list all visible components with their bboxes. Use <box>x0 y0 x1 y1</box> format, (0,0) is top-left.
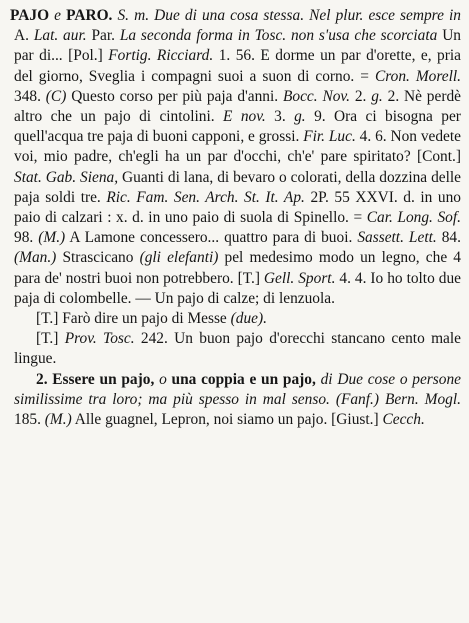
citation-abbrev: g. <box>371 87 383 105</box>
citation-abbrev: g. <box>294 108 306 126</box>
citation-source: Car. Long. Sof. <box>366 209 461 227</box>
citation-text: 1. 56. E dorme un par d'orette, e, pria del giorno, Sveglia i compagni suoi a suon di corno. = <box>14 47 461 85</box>
citation-text: XXVI. d. in uno paio di calzari : x. d. in uno paio di suola di Spinello. = <box>14 188 461 227</box>
citation-source: Gell. Sport. <box>263 269 336 287</box>
citation-text: Strascicano <box>62 249 134 267</box>
citation-source: Cecch. <box>382 411 425 429</box>
headword: PAJO <box>10 7 50 24</box>
sense-heading: 2. Essere un pajo, <box>36 370 155 388</box>
citation-source: Sassett. Lett. <box>357 229 437 247</box>
citation-number: 2. <box>354 87 367 105</box>
citation-source: E nov. <box>223 108 266 126</box>
citation-number: 2P. 55 <box>310 188 350 206</box>
citation-number: 3. <box>274 108 286 126</box>
source-tag: (Man.) <box>14 249 57 267</box>
citation-text: Alle guagnel, Lepron, noi siamo un pajo. [Giust.] <box>74 411 379 429</box>
citation-source: Bocc. Nov. <box>283 87 350 105</box>
citation-number: 84. <box>441 229 461 247</box>
citation-text: 4. 4. Io ho tolto due paja di colombelle. — Un pajo di calze; di lenzuola. <box>14 269 461 307</box>
sense-heading: una coppia e un pajo, <box>171 370 316 388</box>
entry-paragraph-main <box>10 6 462 309</box>
citation-text: 242. Un buon pajo d'orecchi stancano cento male lingue. <box>14 330 461 368</box>
citation-source: Prov. Tosc. <box>64 330 135 348</box>
citation-text: pel medesimo modo un legno, che 4 para de' nostri buoi non potrebbero. [T.] <box>14 249 461 287</box>
grammar-note: Nel plur. esce sempre in <box>309 7 461 24</box>
entry-paragraph-sense-2 <box>14 370 461 431</box>
citation-text: 4. 6. Non vedete voi, mio padre, ch'egli ha un par d'occhi, ch'e' pare spiritato? [Cont.] <box>14 128 461 166</box>
entry-paragraph-proverb <box>14 329 461 369</box>
headword-conjunction: e <box>54 7 61 24</box>
citation-source: Fir. Luc. <box>303 128 356 146</box>
citation-number: 348. <box>14 87 41 105</box>
source-tag: (Fanf.) <box>335 390 379 408</box>
citation-source: Fortig. Ricciard. <box>108 47 214 65</box>
plural-letter: A. <box>14 27 29 45</box>
citation-text: Questo corso per più paja d'anni. <box>71 87 279 105</box>
definition: Due di una cosa stessa. <box>154 7 305 24</box>
citation-text: [T.] Farò dire un pajo di Messe <box>36 310 227 328</box>
source-tag: (M.) <box>38 229 66 247</box>
source-tag: (M.) <box>44 411 72 429</box>
citation-gloss: (gli elefanti) <box>139 249 219 267</box>
source-tag: (C) <box>45 87 67 105</box>
citation-text: A Lamone concessero... quattro para di buoi. <box>69 229 353 247</box>
entry-paragraph-messe <box>14 309 461 329</box>
citation-source: Ric. Fam. Sen. Arch. St. It. Ap. <box>106 188 305 206</box>
citation-source: Stat. Gab. Siena, <box>14 168 119 186</box>
citation-number: 98. <box>14 229 34 247</box>
etymology-ref: Lat. aur. <box>33 27 87 45</box>
citation-text: Guanti di lana, di bevaro o colorati, della dozzina delle paja soldi tre. <box>14 168 461 206</box>
source-tag: [T.] <box>36 330 59 348</box>
citation-source: Bern. Mogl. <box>384 390 461 408</box>
part-of-speech: S. m. <box>117 7 150 24</box>
citation-text: 2. Nè perdè altro che un pajo di cintolini. <box>14 87 461 126</box>
citation-source: Cron. Morell. <box>374 67 462 85</box>
sense-connector: o <box>159 370 167 388</box>
citation-number: 185. <box>14 411 41 429</box>
source-tag: [Pol.] <box>68 47 103 65</box>
headword-variant: PARO. <box>66 7 113 24</box>
example-phrase: Un par di... <box>14 27 461 65</box>
usage-note: La seconda forma in Tosc. non s'usa che scorciata <box>119 27 438 45</box>
citation-gloss: (due). <box>230 310 267 328</box>
sense-definition: di Due cose o persone similissime tra loro; ma più spesso in mal senso. <box>14 370 461 408</box>
citation-text: 9. Ora ci bisogna per quell'acqua tre paja di buoni capponi, e grossi. <box>14 108 461 146</box>
etymology-word: Par. <box>91 27 115 45</box>
